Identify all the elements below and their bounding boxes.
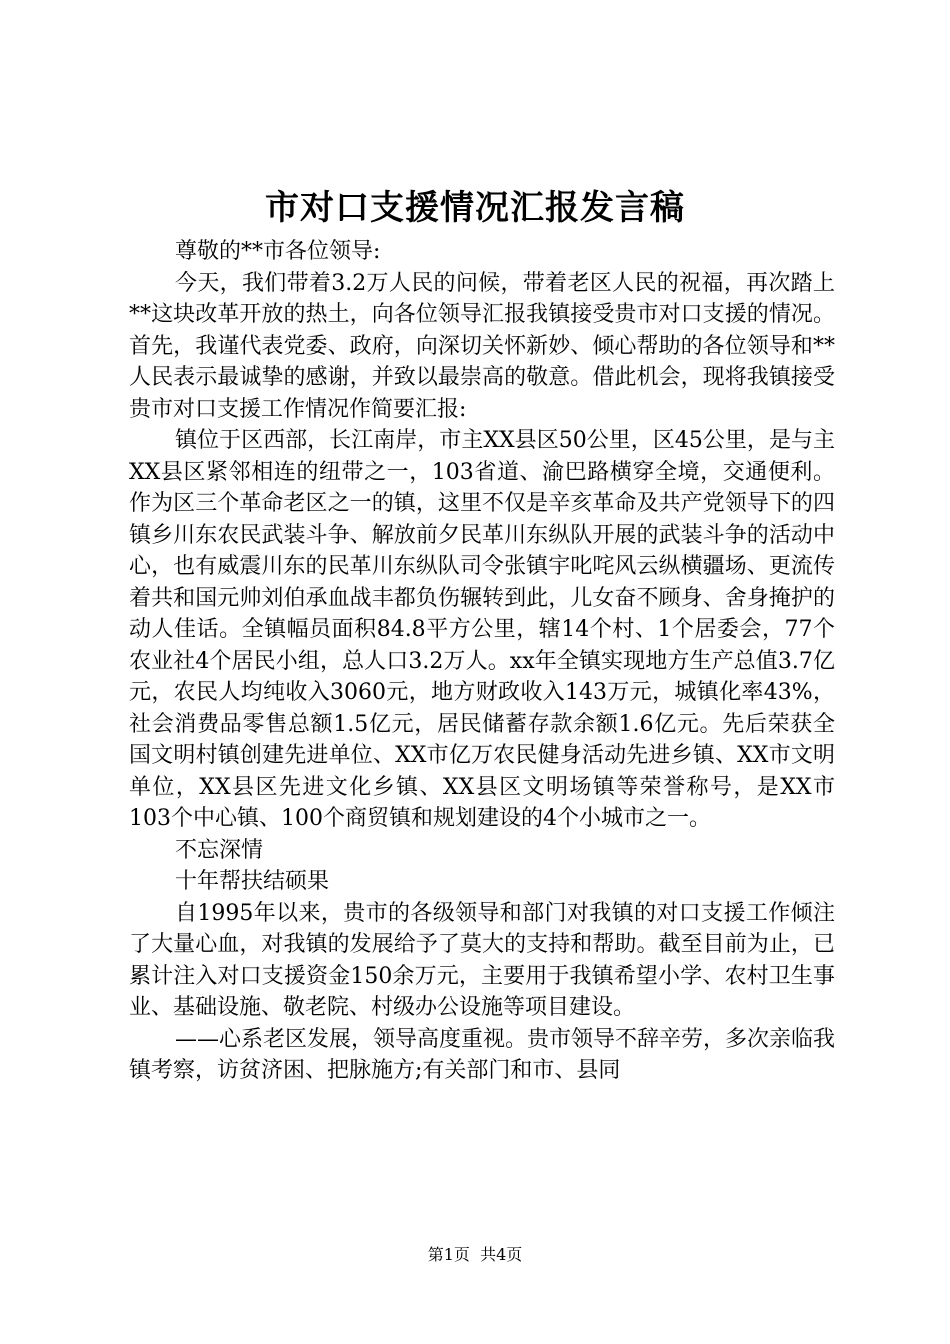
paragraph-leadership: ——心系老区发展，领导高度重视。贵市领导不辞辛劳，多次亲临我镇考察，访贫济困、把脉施方;有关部门和市、县同 bbox=[129, 1026, 836, 1083]
paragraph-support-summary: 自1995年以来，贵市的各级领导和部门对我镇的对口支援工作倾注了大量心血，对我镇的发展给予了莫大的支持和帮助。截至目前为止，已累计注入对口支援资金150余万元，主要用于我镇希望小学、农村卫生事业、基础设施、敬老院、村级办公设施等项目建设。 bbox=[129, 900, 835, 1020]
document-title: 市对口支援情况汇报发言稿 bbox=[265, 188, 685, 228]
page-footer: 第1页 共4页 bbox=[427, 1245, 523, 1264]
salutation: 尊敬的**市各位领导: bbox=[175, 239, 381, 264]
paragraph-intro: 今天，我们带着3.2万人民的问候，带着老区人民的祝福，再次踏上**这块改革开放的热土，向各位领导汇报我镇接受贵市对口支援的情况。首先，我谨代表党委、政府，向深切关怀新妙、倾心帮助的各位领导和**人民表示最诚挚的感谢，并致以最崇高的敬意。借此机会，现将我镇接受贵市对口支援工作情况作简要汇报: bbox=[129, 270, 835, 422]
paragraph-town-overview: 镇位于区西部，长江南岸，市主XX县区50公里，区45公里，是与主XX县区紧邻相连的纽带之一，103省道、渝巴路横穿全境，交通便利。作为区三个革命老区之一的镇，这里不仅是辛亥革命及共产党领导下的四镇乡川东农民武装斗争、解放前夕民革川东纵队开展的武装斗争的活动中心，也有威震川东的民革川东纵队司令张镇宇叱咤风云纵横疆场、更流传着共和国元帅刘伯承血战丰都负伤辗转到此，儿女奋不顾身、舍身掩护的动人佳话。全镇幅员面积84.8平方公里，辖14个村、1个居委会，77个农业社4个居民小组，总人口3.2万人。xx年全镇实现地方生产总值3.7亿元，农民人均纯收入3060元，地方财政收入143万元，城镇化率43%，社会消费品零售总额1.5亿元，居民储蓄存款余额1.6亿元。先后荣获全国文明村镇创建先进单位、XX市亿万农民健身活动先进乡镇、XX市文明单位，XX县区先进文化乡镇、XX县区文明场镇等荣誉称号，是XX市103个中心镇、100个商贸镇和规划建设的4个小城市之一。 bbox=[129, 428, 835, 831]
document-body bbox=[129, 236, 835, 1087]
section-subheading: 十年帮扶结硕果 bbox=[175, 869, 330, 894]
section-heading: 不忘深情 bbox=[175, 837, 264, 863]
